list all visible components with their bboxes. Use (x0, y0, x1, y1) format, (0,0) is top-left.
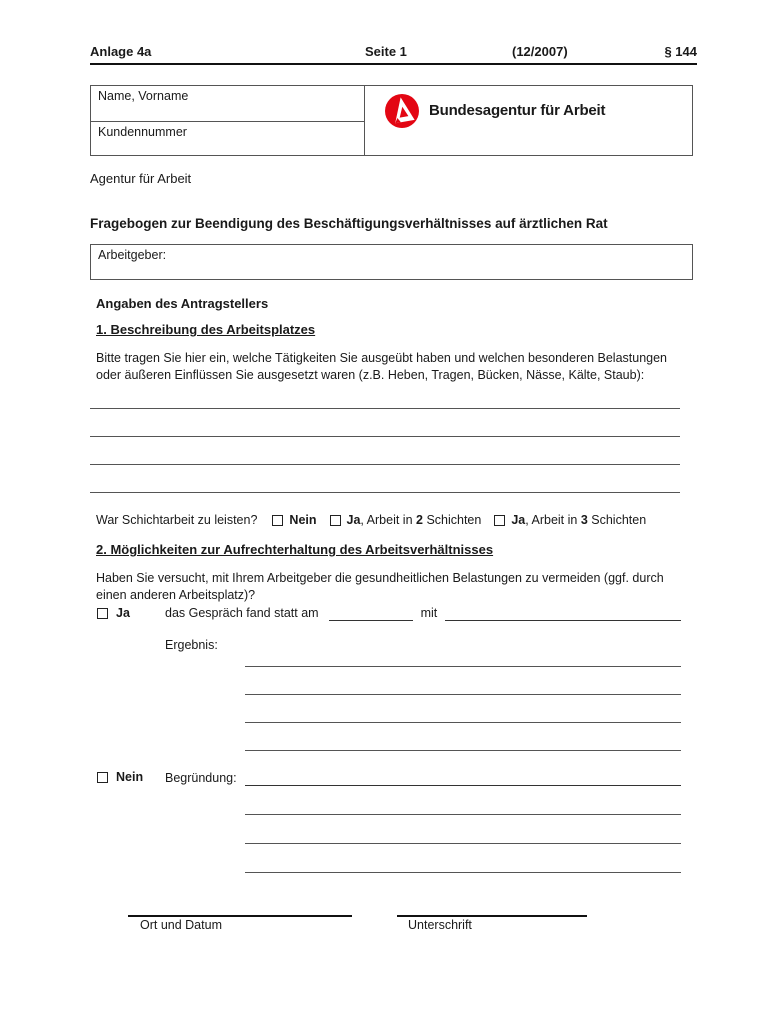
reason-line[interactable] (245, 784, 681, 786)
header-seite: Seite 1 (365, 44, 407, 59)
page-header (90, 44, 697, 65)
result-line[interactable] (245, 721, 681, 723)
reason-line[interactable] (245, 813, 681, 815)
section1-heading: 1. Beschreibung des Arbeitsplatzes (96, 322, 316, 337)
meeting-row (165, 606, 681, 621)
header-paragraf: § 144 (664, 44, 697, 59)
no-label: Nein (116, 770, 144, 784)
name-field-label: Name, Vorname (98, 89, 189, 103)
reason-line[interactable] (245, 871, 681, 873)
shift-yes-3-checkbox[interactable] (494, 515, 505, 526)
shift-yes-2-label: Ja (346, 513, 361, 527)
agency-logo-block (365, 86, 692, 155)
section2-heading: 2. Möglichkeiten zur Aufrechterhaltung des Arbeitsverhältnisses (96, 542, 494, 557)
shift-yes-3-num: 3 (580, 513, 588, 527)
name-field[interactable] (91, 86, 364, 122)
meeting-text: das Gespräch fand statt am (165, 606, 319, 620)
section1-intro (96, 350, 696, 383)
place-date-line[interactable] (128, 913, 352, 917)
shift-yes-3-post: Schichten (587, 513, 647, 527)
employer-field-label: Arbeitgeber: (98, 248, 167, 262)
section1-intro-line1: Bitte tragen Sie hier ein, welche Tätigkeiten Sie ausgeübt haben und welchen besonderen Belastungen (96, 351, 668, 365)
shift-no-checkbox[interactable] (272, 515, 283, 526)
shift-yes-2-post: Schichten (422, 513, 482, 527)
shift-yes-2-num: 2 (416, 513, 423, 527)
section2-intro (96, 570, 696, 603)
writing-line[interactable] (90, 491, 680, 493)
no-option (97, 770, 143, 784)
meeting-with-label: mit (420, 606, 438, 620)
shift-yes-2-pre: , Arbeit in (360, 513, 417, 527)
section2-intro-line1: Haben Sie versucht, mit Ihrem Arbeitgeber die gesundheitlichen Belastungen zu vermeiden (ggf. durch (96, 571, 664, 585)
agency-logo-text: Bundesagentur für Arbeit (429, 102, 606, 119)
writing-line[interactable] (90, 407, 680, 409)
section1-intro-line2: oder äußeren Einflüssen Sie ausgesetzt waren (z.B. Heben, Tragen, Bücken, Nässe, Kälte, Staub): (96, 367, 645, 382)
yes-option (97, 606, 130, 620)
agency-logo-icon (385, 94, 419, 128)
shift-yes-3-pre: , Arbeit in (525, 513, 581, 527)
result-label: Ergebnis: (165, 638, 218, 652)
header-anlage: Anlage 4a (90, 44, 152, 59)
identity-left-column (91, 86, 365, 155)
place-date-label: Ort und Datum (140, 918, 222, 932)
meeting-person-field[interactable] (445, 606, 681, 621)
yes-label: Ja (116, 606, 130, 620)
shift-question-row (96, 513, 716, 527)
header-version: (12/2007) (512, 44, 568, 59)
writing-line[interactable] (90, 435, 680, 437)
shift-yes-3-label: Ja (511, 513, 526, 527)
result-line[interactable] (245, 665, 681, 667)
yes-checkbox[interactable] (97, 608, 108, 619)
reason-label: Begründung: (165, 771, 237, 785)
form-title: Fragebogen zur Beendigung des Beschäftigungsverhältnisses auf ärztlichen Rat (90, 216, 608, 231)
agency-line: Agentur für Arbeit (90, 171, 192, 186)
section2-intro-line2: einen anderen Arbeitsplatz)? (96, 587, 256, 602)
signature-label: Unterschrift (408, 918, 472, 932)
no-checkbox[interactable] (97, 772, 108, 783)
shift-question-text: War Schichtarbeit zu leisten? (96, 513, 258, 527)
identity-box (90, 85, 693, 156)
signature-line[interactable] (397, 913, 587, 917)
shift-yes-2-checkbox[interactable] (330, 515, 341, 526)
applicant-section-heading: Angaben des Antragstellers (96, 296, 269, 311)
shift-no-label: Nein (289, 513, 317, 527)
result-line[interactable] (245, 693, 681, 695)
meeting-date-field[interactable] (329, 606, 413, 621)
result-line[interactable] (245, 749, 681, 751)
employer-field[interactable] (90, 244, 693, 280)
writing-line[interactable] (90, 463, 680, 465)
customer-number-field[interactable] (91, 122, 364, 155)
reason-line[interactable] (245, 842, 681, 844)
customer-number-label: Kundennummer (98, 125, 187, 139)
